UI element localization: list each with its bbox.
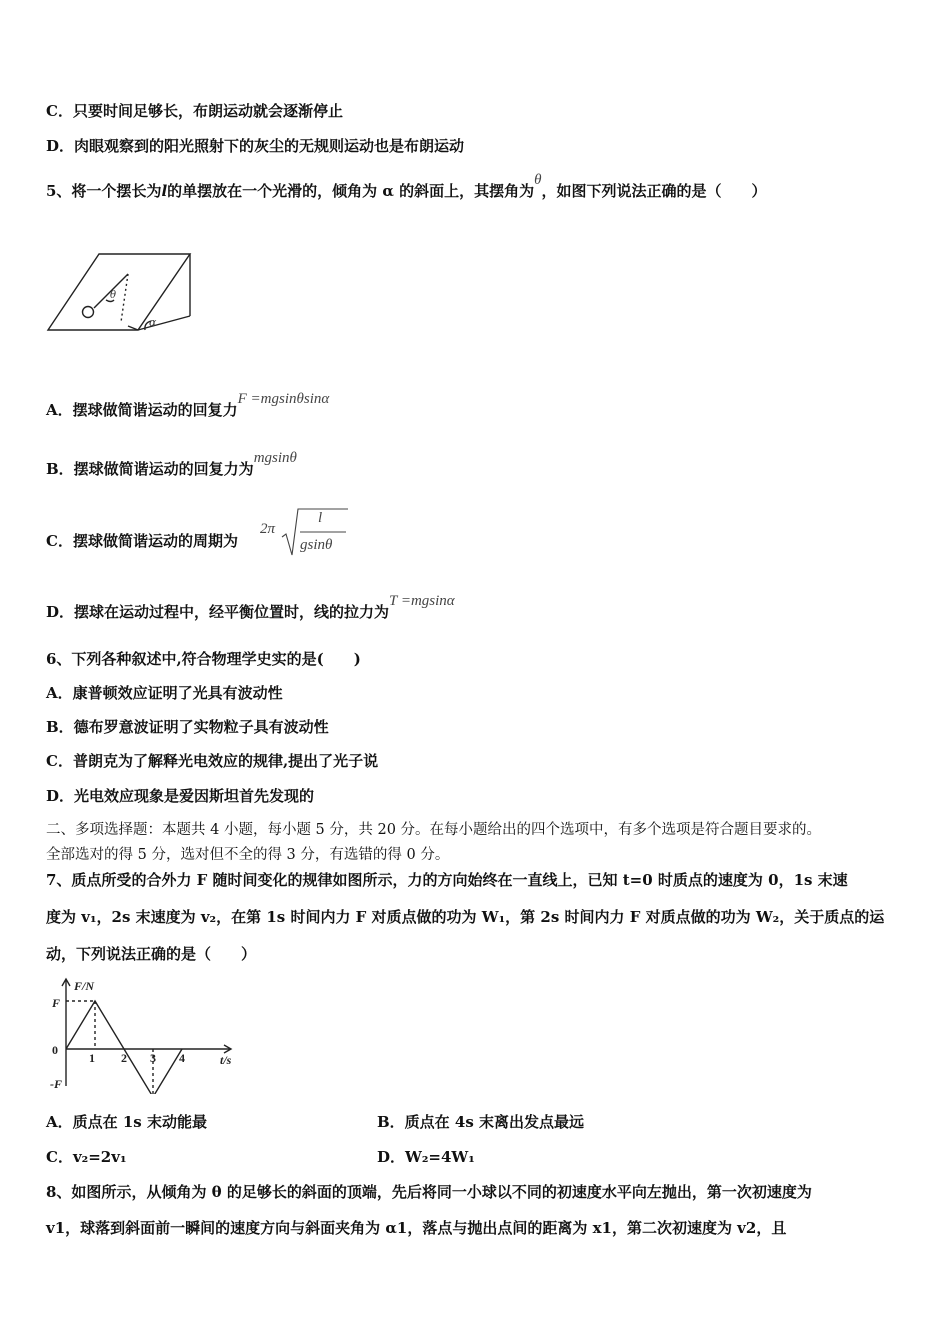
q6-option-a: A．康普顿效应证明了光具有波动性 [46,684,283,702]
q5-stem-a: 5、将一个摆长为 [46,182,162,200]
x-axis-label: t/s [220,1053,232,1067]
y-axis-label: F/N [74,979,95,993]
origin-label: 0 [52,1043,58,1057]
q4-option-c: C．只要时间足够长，布朗运动就会逐渐停止 [46,102,343,120]
tick-label-1: 1 [89,1051,95,1065]
section2-heading-line2: 全部选对的得 5 分，选对但不全的得 3 分，有选错的得 0 分。 [46,847,450,863]
q6-option-d: D．光电效应现象是爱因斯坦首先发现的 [46,787,315,805]
q5-option-d-text: D．摆球在运动过程中，经平衡位置时，线的拉力为 [46,603,390,621]
q5-option-a-text: A．摆球做简谐运动的回复力 [46,401,238,419]
q5-c-2pi: 2π [260,521,276,537]
q5-c-denominator: gsinθ [300,537,333,553]
f-level-label: F [52,996,61,1010]
q7-option-d: D．W₂=4W₁ [377,1148,475,1166]
q5-stem-b: 的单摆放在一个光滑的，倾角为 α 的斜面上，其摆角为 [167,182,535,200]
q7-stem-line3: 动，下列说法正确的是（ ） [46,945,257,963]
q5-option-b-text: B．摆球做简谐运动的回复力为 [46,460,254,478]
tick-label-3: 3 [150,1051,156,1065]
q5-option-d [46,593,455,623]
q7-option-c: C．v₂=2v₁ [46,1148,127,1166]
q5-stem-var: l [161,182,168,200]
section2-heading-line1: 二、多项选择题：本题共 4 小题，每小题 5 分，共 20 分。在每小题给出的四个选项中，有多个选项是符合题目要求的。 [46,822,822,838]
q5-option-b-math: mgsinθ [253,450,297,466]
equilibrium-line [121,274,128,322]
q7-option-b: B．质点在 4s 末离出发点最远 [377,1113,585,1131]
q5-c-numerator: l [318,510,323,526]
q7-force-time-graph [44,974,244,1094]
q5-option-d-math: T =mgsinα [389,593,455,609]
tick-label-2: 2 [121,1051,127,1065]
q5-option-c [46,531,238,551]
q8-stem-line2: v1，球落到斜面前一瞬间的速度方向与斜面夹角为 α1，落点与抛出点间的距离为 x1，第二次初速度为 v2，且 [46,1219,787,1237]
q5-incline-figure [44,246,196,336]
fig-theta-label: θ [110,290,117,301]
q4-option-d: D．肉眼观察到的阳光照射下的灰尘的无规则运动也是布朗运动 [46,137,465,155]
q5-option-c-text: C．摆球做简谐运动的周期为 [46,532,238,550]
q6-stem: 6、下列各种叙述中,符合物理学史实的是( ) [46,650,361,668]
q7-stem-line2: 度为 v₁，2s 末速度为 v₂，在第 1s 时间内力 F 对质点做的功为 W₁，第 2s 时间内力 F 对质点做的功为 W₂，关于质点的运 [46,908,885,926]
q6-option-b: B．德布罗意波证明了实物粒子具有波动性 [46,718,329,736]
q6-option-c: C．普朗克为了解释光电效应的规律,提出了光子说 [46,752,379,770]
q5-option-a-math: F =mgsinθsinα [237,391,330,407]
incline-face [48,254,190,330]
q8-stem-line1: 8、如图所示，从倾角为 θ 的足够长的斜面的顶端，先后将同一小球以不同的初速度水平向左抛出，第一次初速度为 [46,1183,812,1201]
q5-stem-c: ，如图下列说法正确的是（ ） [541,182,767,200]
q5-option-b [46,450,297,480]
q5-theta: θ [534,172,542,188]
tick-label-4: 4 [179,1051,185,1065]
fig-alpha-label: α [149,316,157,329]
q7-stem-line1: 7、质点所受的合外力 F 随时间变化的规律如图所示，力的方向始终在一直线上，已知 t=0 时质点的速度为 0，1s 末速 [46,871,848,889]
pendulum-bob [83,307,94,318]
neg-f-level-label: -F [50,1077,62,1091]
q7-option-a: A．质点在 1s 末动能最 [46,1113,207,1131]
q5-stem [46,172,767,202]
q5-option-a [46,391,330,421]
force-line [66,1001,182,1094]
